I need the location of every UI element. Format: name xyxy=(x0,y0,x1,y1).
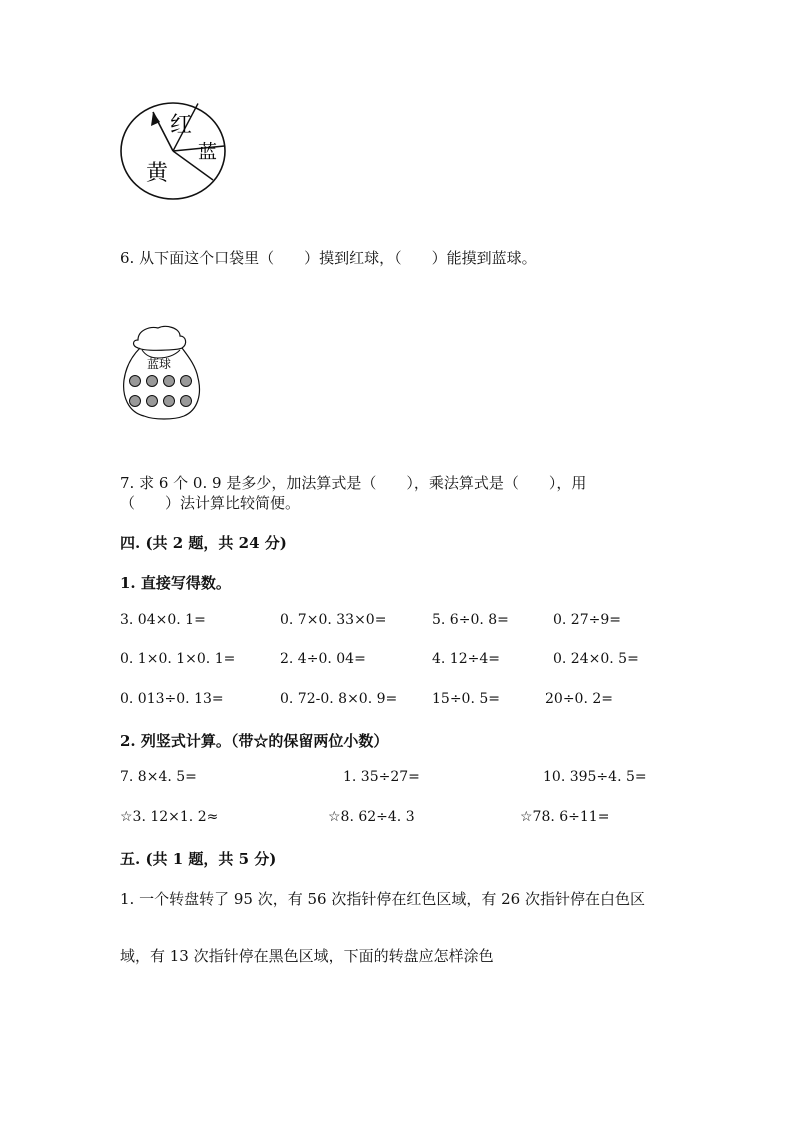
bag-figure xyxy=(118,322,204,422)
question-7-line-2: （ ）法计算比较简便。 xyxy=(120,494,301,512)
section-5-title: 五. (共 1 题，共 5 分) xyxy=(120,850,277,868)
section-4-q1-title: 1. 直接写得数。 xyxy=(120,574,231,592)
vertical-calc-item: 1. 35÷27= xyxy=(343,769,420,785)
mental-math-item: 20÷0. 2= xyxy=(545,691,613,707)
ball xyxy=(147,376,158,387)
mental-math-item: 0. 1×0. 1×0. 1= xyxy=(120,651,236,667)
ball xyxy=(147,396,158,407)
spinner-label-red: 红 xyxy=(170,113,193,138)
ball xyxy=(181,396,192,407)
ball xyxy=(164,376,175,387)
bag-balls xyxy=(130,376,192,407)
section-5-q1-line-1: 1. 一个转盘转了 95 次，有 56 次指针停在红色区域，有 26 次指针停在白色区 xyxy=(120,890,645,908)
ball xyxy=(130,376,141,387)
bag-svg xyxy=(118,322,204,422)
mental-math-item: 15÷0. 5= xyxy=(432,691,500,707)
ball xyxy=(130,396,141,407)
spinner-svg xyxy=(118,100,228,202)
mental-math-item: 0. 72-0. 8×0. 9= xyxy=(280,691,398,707)
mental-math-item: 2. 4÷0. 04= xyxy=(280,651,366,667)
bag-label: 蓝球 xyxy=(147,357,172,371)
mental-math-item: 0. 27÷9= xyxy=(553,612,621,628)
vertical-calc-item: ☆8. 62÷4. 3 xyxy=(328,809,415,825)
mental-math-item: 4. 12÷4= xyxy=(432,651,500,667)
mental-math-item: 5. 6÷0. 8= xyxy=(432,612,509,628)
spinner-label-blue: 蓝 xyxy=(198,141,218,163)
mental-math-item: 0. 013÷0. 13= xyxy=(120,691,224,707)
question-6: 6. 从下面这个口袋里（ ）摸到红球，（ ）能摸到蓝球。 xyxy=(120,249,537,267)
question-7-line-1: 7. 求 6 个 0. 9 是多少，加法算式是（ ），乘法算式是（ ），用 xyxy=(120,474,587,492)
section-4-q2-title: 2. 列竖式计算。（带☆的保留两位小数） xyxy=(120,732,389,750)
ball xyxy=(164,396,175,407)
spinner-label-yellow: 黄 xyxy=(146,161,169,186)
vertical-calc-item: 10. 395÷4. 5= xyxy=(543,769,647,785)
spinner-figure xyxy=(118,100,228,202)
vertical-calc-item: 7. 8×4. 5= xyxy=(120,769,197,785)
bag-top xyxy=(134,326,186,350)
mental-math-item: 0. 7×0. 33×0= xyxy=(280,612,387,628)
mental-math-item: 3. 04×0. 1= xyxy=(120,612,206,628)
section-5-q1-line-2: 域，有 13 次指针停在黑色区域，下面的转盘应怎样涂色 xyxy=(120,947,494,965)
ball xyxy=(181,376,192,387)
vertical-calc-item: ☆78. 6÷11= xyxy=(520,809,610,825)
vertical-calc-item: ☆3. 12×1. 2≈ xyxy=(120,809,219,825)
mental-math-item: 0. 24×0. 5= xyxy=(553,651,639,667)
section-4-title: 四. (共 2 题，共 24 分) xyxy=(120,534,287,552)
